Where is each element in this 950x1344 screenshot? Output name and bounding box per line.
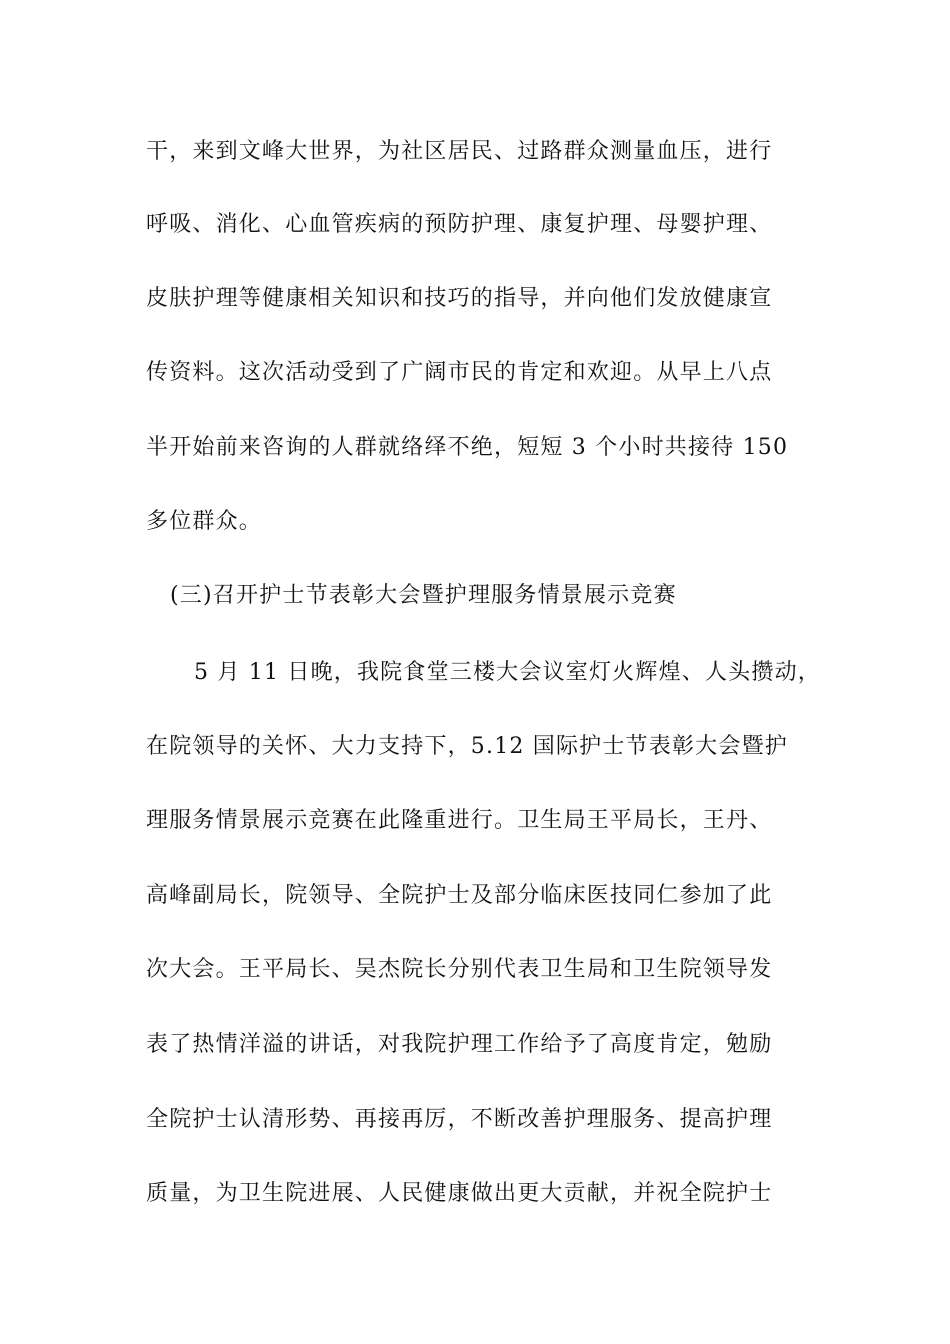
paragraph-line: 质量，为卫生院进展、人民健康做出更大贡献，并祝全院护士 xyxy=(146,1181,773,1206)
paragraph-line: 皮肤护理等健康相关知识和技巧的指导，并向他们发放健康宣 xyxy=(146,286,773,311)
paragraph-line: 表了热情洋溢的讲话，对我院护理工作给予了高度肯定，勉励 xyxy=(146,1032,773,1057)
paragraph-line: 呼吸、消化、心血管疾病的预防护理、康复护理、母婴护理、 xyxy=(146,212,773,237)
paragraph-line: 5 月 11 日晚，我院食堂三楼大会议室灯火辉煌、人头攒动， xyxy=(194,660,821,685)
paragraph-line: 次大会。王平局长、吴杰院长分别代表卫生局和卫生院领导发 xyxy=(146,957,773,982)
paragraph-line: 在院领导的关怀、大力支持下，5.12 国际护士节表彰大会暨护 xyxy=(146,734,788,759)
paragraph-line: 高峰副局长，院领导、全院护士及部分临床医技同仁参加了此 xyxy=(146,883,773,908)
paragraph-line: 半开始前来咨询的人群就络绎不绝，短短 3 个小时共接待 150 xyxy=(146,435,789,460)
section-heading: (三)召开护士节表彰大会暨护理服务情景展示竞赛 xyxy=(170,583,677,608)
paragraph-line: 多位群众。 xyxy=(146,509,263,534)
paragraph-line: 全院护士认清形势、再接再厉，不断改善护理服务、提高护理 xyxy=(146,1107,773,1132)
paragraph-line: 干，来到文峰大世界，为社区居民、过路群众测量血压，进行 xyxy=(146,139,773,164)
paragraph-line: 传资料。这次活动受到了广阔市民的肯定和欢迎。从早上八点 xyxy=(146,360,773,385)
paragraph-line: 理服务情景展示竞赛在此隆重进行。卫生局王平局长，王丹、 xyxy=(146,808,773,833)
